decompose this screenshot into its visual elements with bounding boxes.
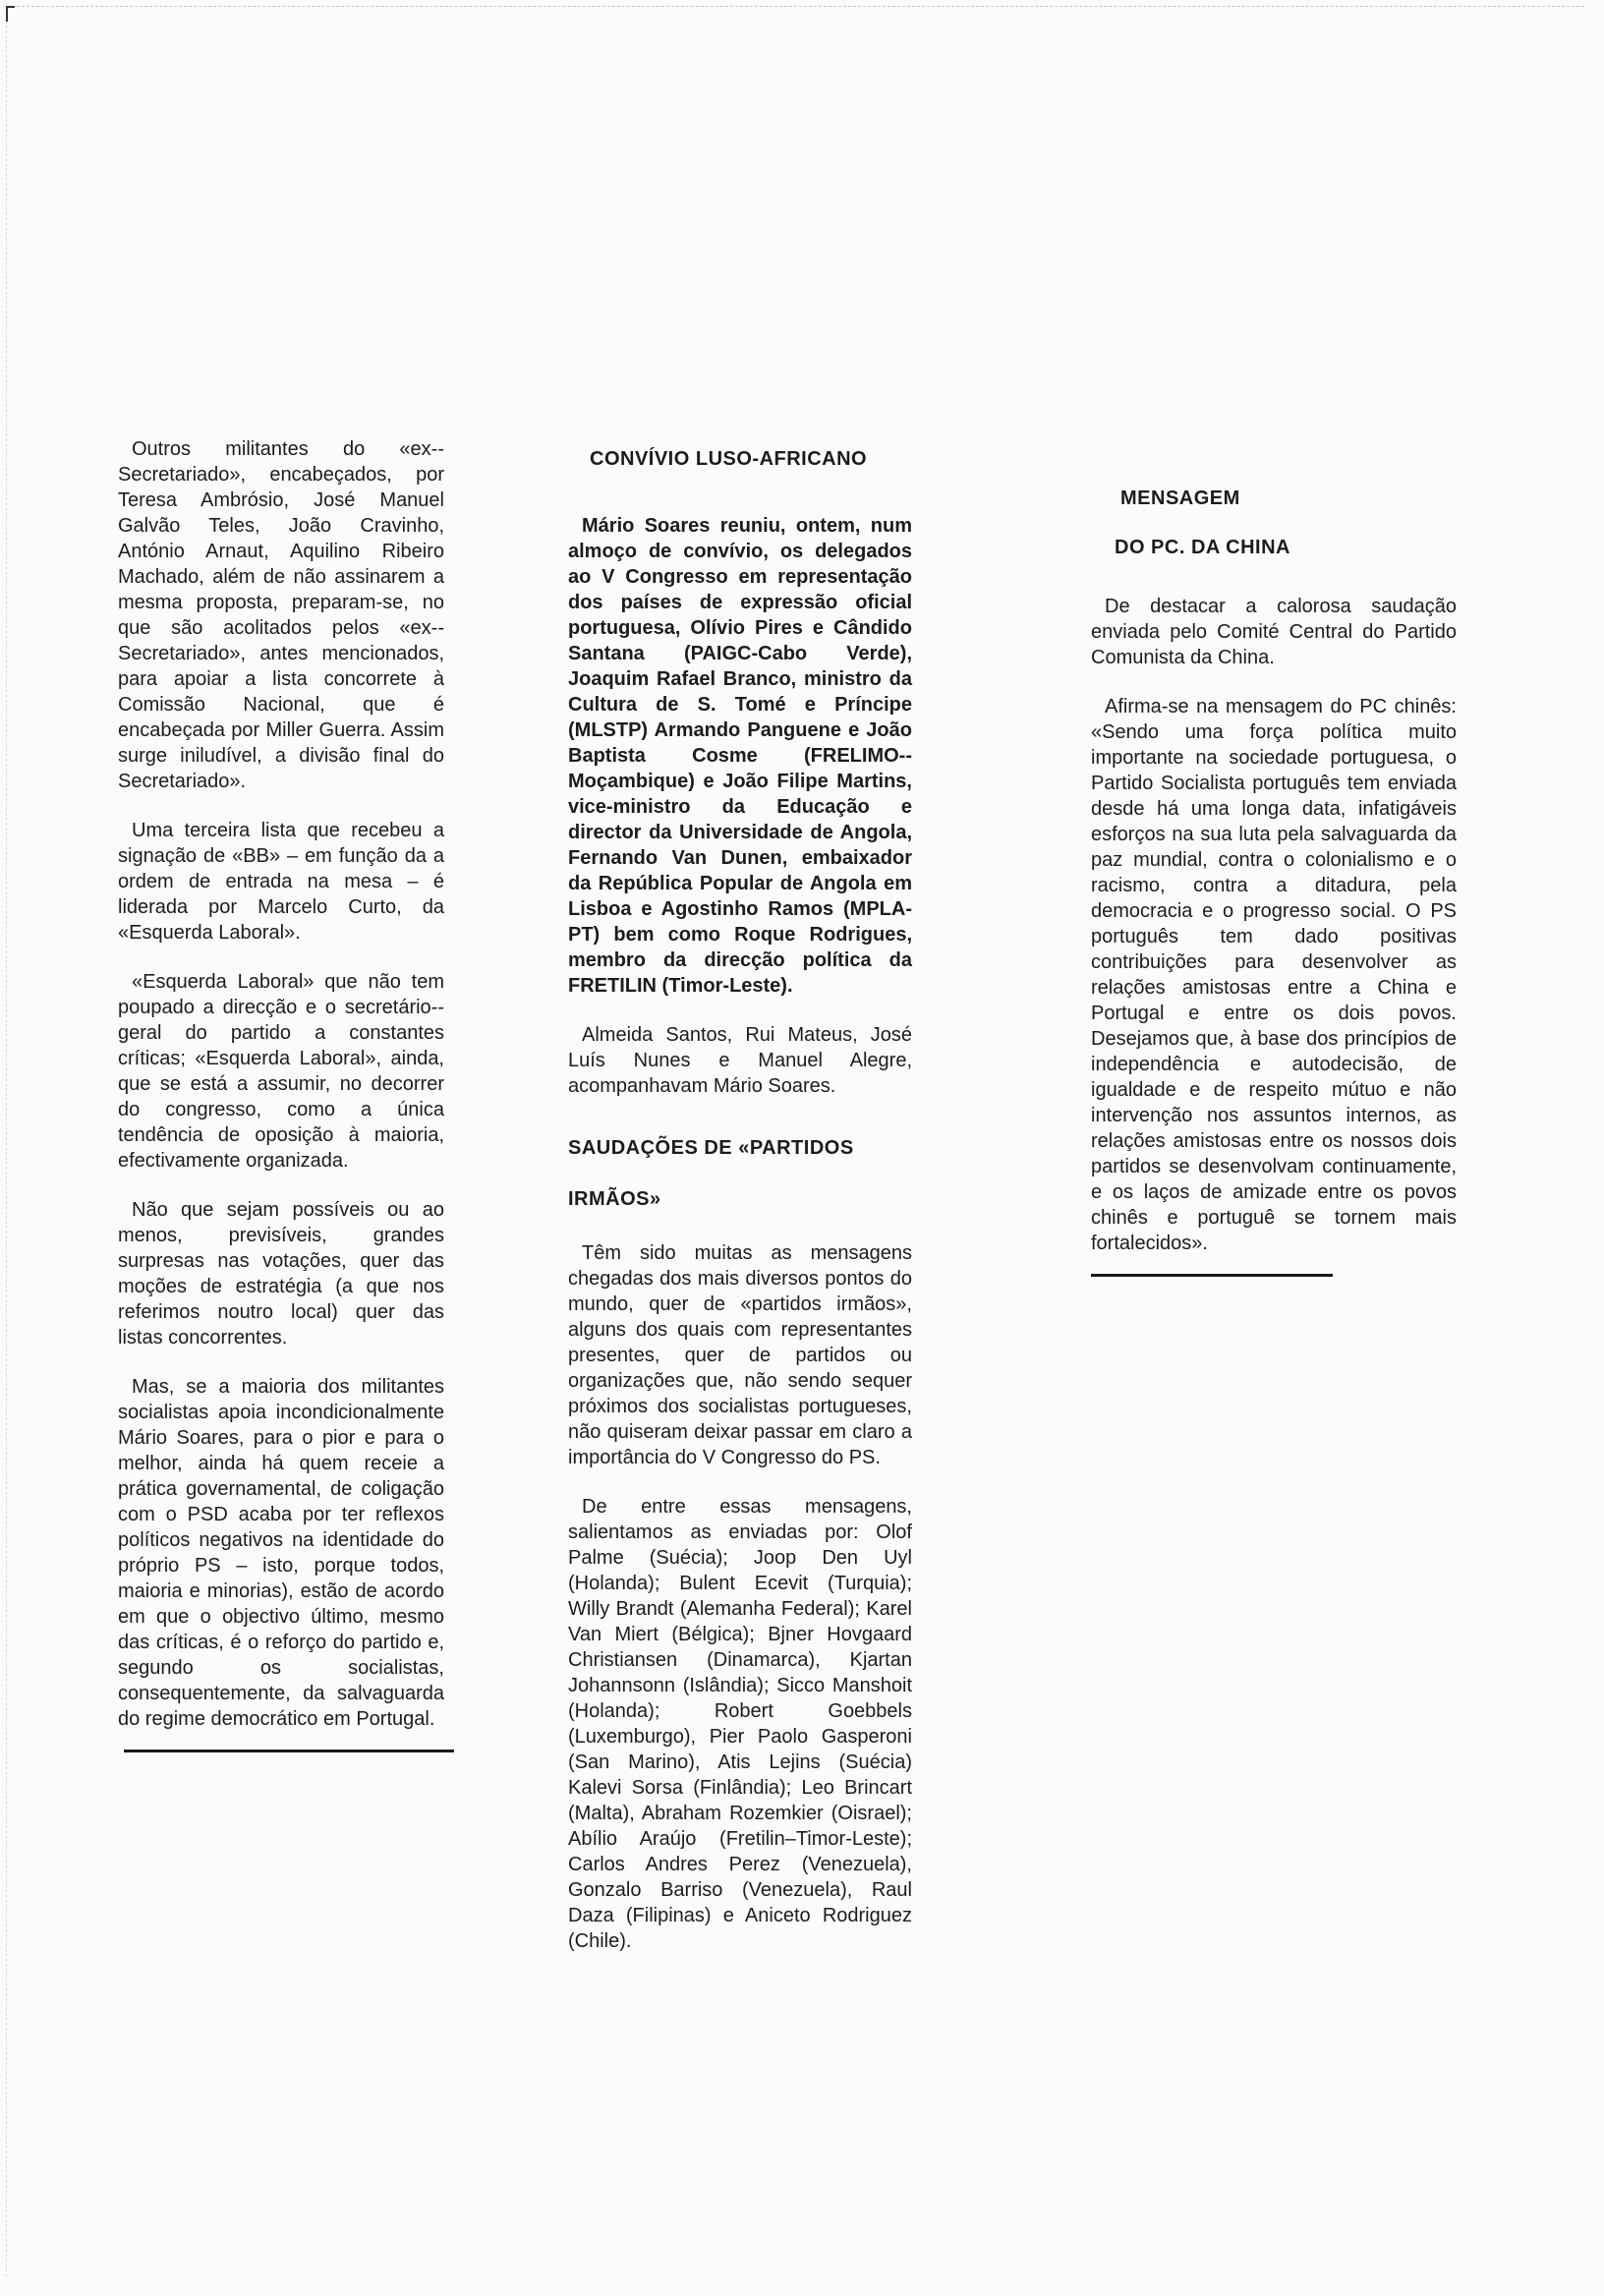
paragraph: «Esquerda Laboral» que não tem poupado a direcção e o secretário--geral do partido a constantes críticas; «Esquerda Laboral», ainda, que se está a assumir, no decorrer do congresso, como a única tendência de oposição à maioria, efectivamente organizada. (118, 971, 444, 1172)
scan-edge-top (12, 6, 1584, 8)
end-rule (1091, 1274, 1333, 1277)
paragraph: Uma terceira lista que recebeu a signação de «BB» – em função da a ordem de entrada na mesa – é liderada por Marcelo Curto, da «Esquerda Laboral». (118, 820, 444, 944)
section-heading-convivio: CONVÍVIO LUSO-AFRICANO (590, 448, 868, 470)
paragraph: Almeida Santos, Rui Mateus, José Luís Nunes e Manuel Alegre, acompanhavam Mário Soares. (568, 1024, 912, 1097)
article-column-3 (1091, 486, 1457, 1277)
paragraph: De entre essas mensagens, salientamos as enviadas por: Olof Palme (Suécia); Joop Den Uyl (Holanda); Bulent Ecevit (Turquia); Willy Brandt (Alemanha Federal); Karel Van Miert (Bélgica); Bjner Hovgaard Christiansen (Dinamarca), Kjartan Johannsonn (Islândia); Sicco Manshoit (Holanda); Robert Goebbels (Luxemburgo), Pier Paolo Gasperoni (San Marino), Atis Lejins (Suécia) Kalevi Sorsa (Finlândia); Leo Brincart (Malta), Abraham Rozemkier (Oisrael); Abílio Araújo (Fretilin–Timor-Leste); Carlos Andres Perez (Venezuela), Gonzalo Barriso (Venezuela), Raul Daza (Filipinas) e Aniceto Rodriguez (Chile). (568, 1496, 912, 1952)
paragraph: Outros militantes do «ex--Secretariado», encabeçados, por Teresa Ambrósio, José Manuel Galvão Teles, João Cravinho, António Arnaut, Aquilino Ribeiro Machado, além de não assinarem a mesma proposta, preparam-se, no que são acolitados pelos «ex--Secretariado», antes mencionados, para apoiar a lista concorrete à Comissão Nacional, que é encabeçada por Miller Guerra. Assim surge iniludível, a divisão final do Secretariado». (118, 438, 444, 792)
paragraph-lead: Mário Soares reuniu, ontem, num almoço de convívio, os delegados ao V Congresso em representação dos países de expressão oficial portuguesa, Olívio Pires e Cândido Santana (PAIGC-Cabo Verde), Joaquim Rafael Branco, ministro da Cultura de S. Tomé e Príncipe (MLSTP) Armando Panguene e João Baptista Cosme (FRELIMO--Moçambique) e João Filipe Martins, vice-ministro da Educação e director da Universidade de Angola, Fernando Van Dunen, embaixador da República Popular de Angola em Lisboa e Agostinho Ramos (MPLA-PT) bem como Roque Rodrigues, membro da direcção política da FRETILIN (Timor-Leste). (568, 515, 912, 997)
scan-edge-left (6, 6, 8, 2276)
paragraph: Têm sido muitas as mensagens chegadas dos mais diversos pontos do mundo, quer de «partidos irmãos», alguns dos quais com representantes presentes, quer de partidos ou organizações que, não sendo sequer próximos dos socialistas portugueses, não quiseram deixar passar em claro a importância do V Congresso do PS. (568, 1242, 912, 1468)
crop-mark (6, 6, 15, 22)
section-heading-saudacoes: SAUDAÇÕES DE «PARTIDOS IRMÃOS» (568, 1137, 854, 1210)
paragraph: Afirma-se na mensagem do PC chinês: «Sendo uma força política muito importante na sociedade portuguesa, o Partido Socialista português tem enviada desde há uma longa data, infatigáveis esforços na sua luta pela salvaguarda da paz mundial, contra o colonialismo e o racismo, contra a ditadura, pela democracia e o progresso social. O PS português tem dado positivas contribuições para desenvolver as relações amistosas entre a China e Portugal e entre os dois povos. Desejamos que, à base dos princípios de independência e autodecisão, de igualdade e de respeito mútuo e não intervenção nos assuntos internos, as relações amistosas entre os nossos dois partidos se desenvolvam continuamente, e os laços de amizade entre os povos chinês e portuguê se tornem mais fortalecidos». (1091, 696, 1457, 1254)
paragraph: Mas, se a maioria dos militantes socialistas apoia incondicionalmente Mário Soares, para o pior e para o melhor, ainda há quem receie a prática governamental, de coligação com o PSD acaba por ter reflexos políticos negativos na identidade do próprio PS – isto, porque todos, maioria e minorias), estão de acordo em que o objectivo último, mesmo das críticas, é o reforço do partido e, segundo os socialistas, consequentemente, da salvaguarda do regime democrático em Portugal. (118, 1376, 444, 1730)
section-heading-pc-china: DO PC. DA CHINA (1115, 537, 1290, 558)
section-heading-mensagem: MENSAGEM (1120, 488, 1240, 509)
end-rule (124, 1750, 454, 1752)
paragraph: Não que sejam possíveis ou ao menos, previsíveis, grandes surpresas nas votações, quer das moções de estratégia (a que nos referimos noutro local) quer das listas concorrentes. (118, 1199, 444, 1349)
article-column-1 (118, 436, 444, 1752)
paragraph: De destacar a calorosa saudação enviada pelo Comité Central do Partido Comunista da China. (1091, 596, 1457, 668)
article-column-2 (568, 446, 912, 1978)
